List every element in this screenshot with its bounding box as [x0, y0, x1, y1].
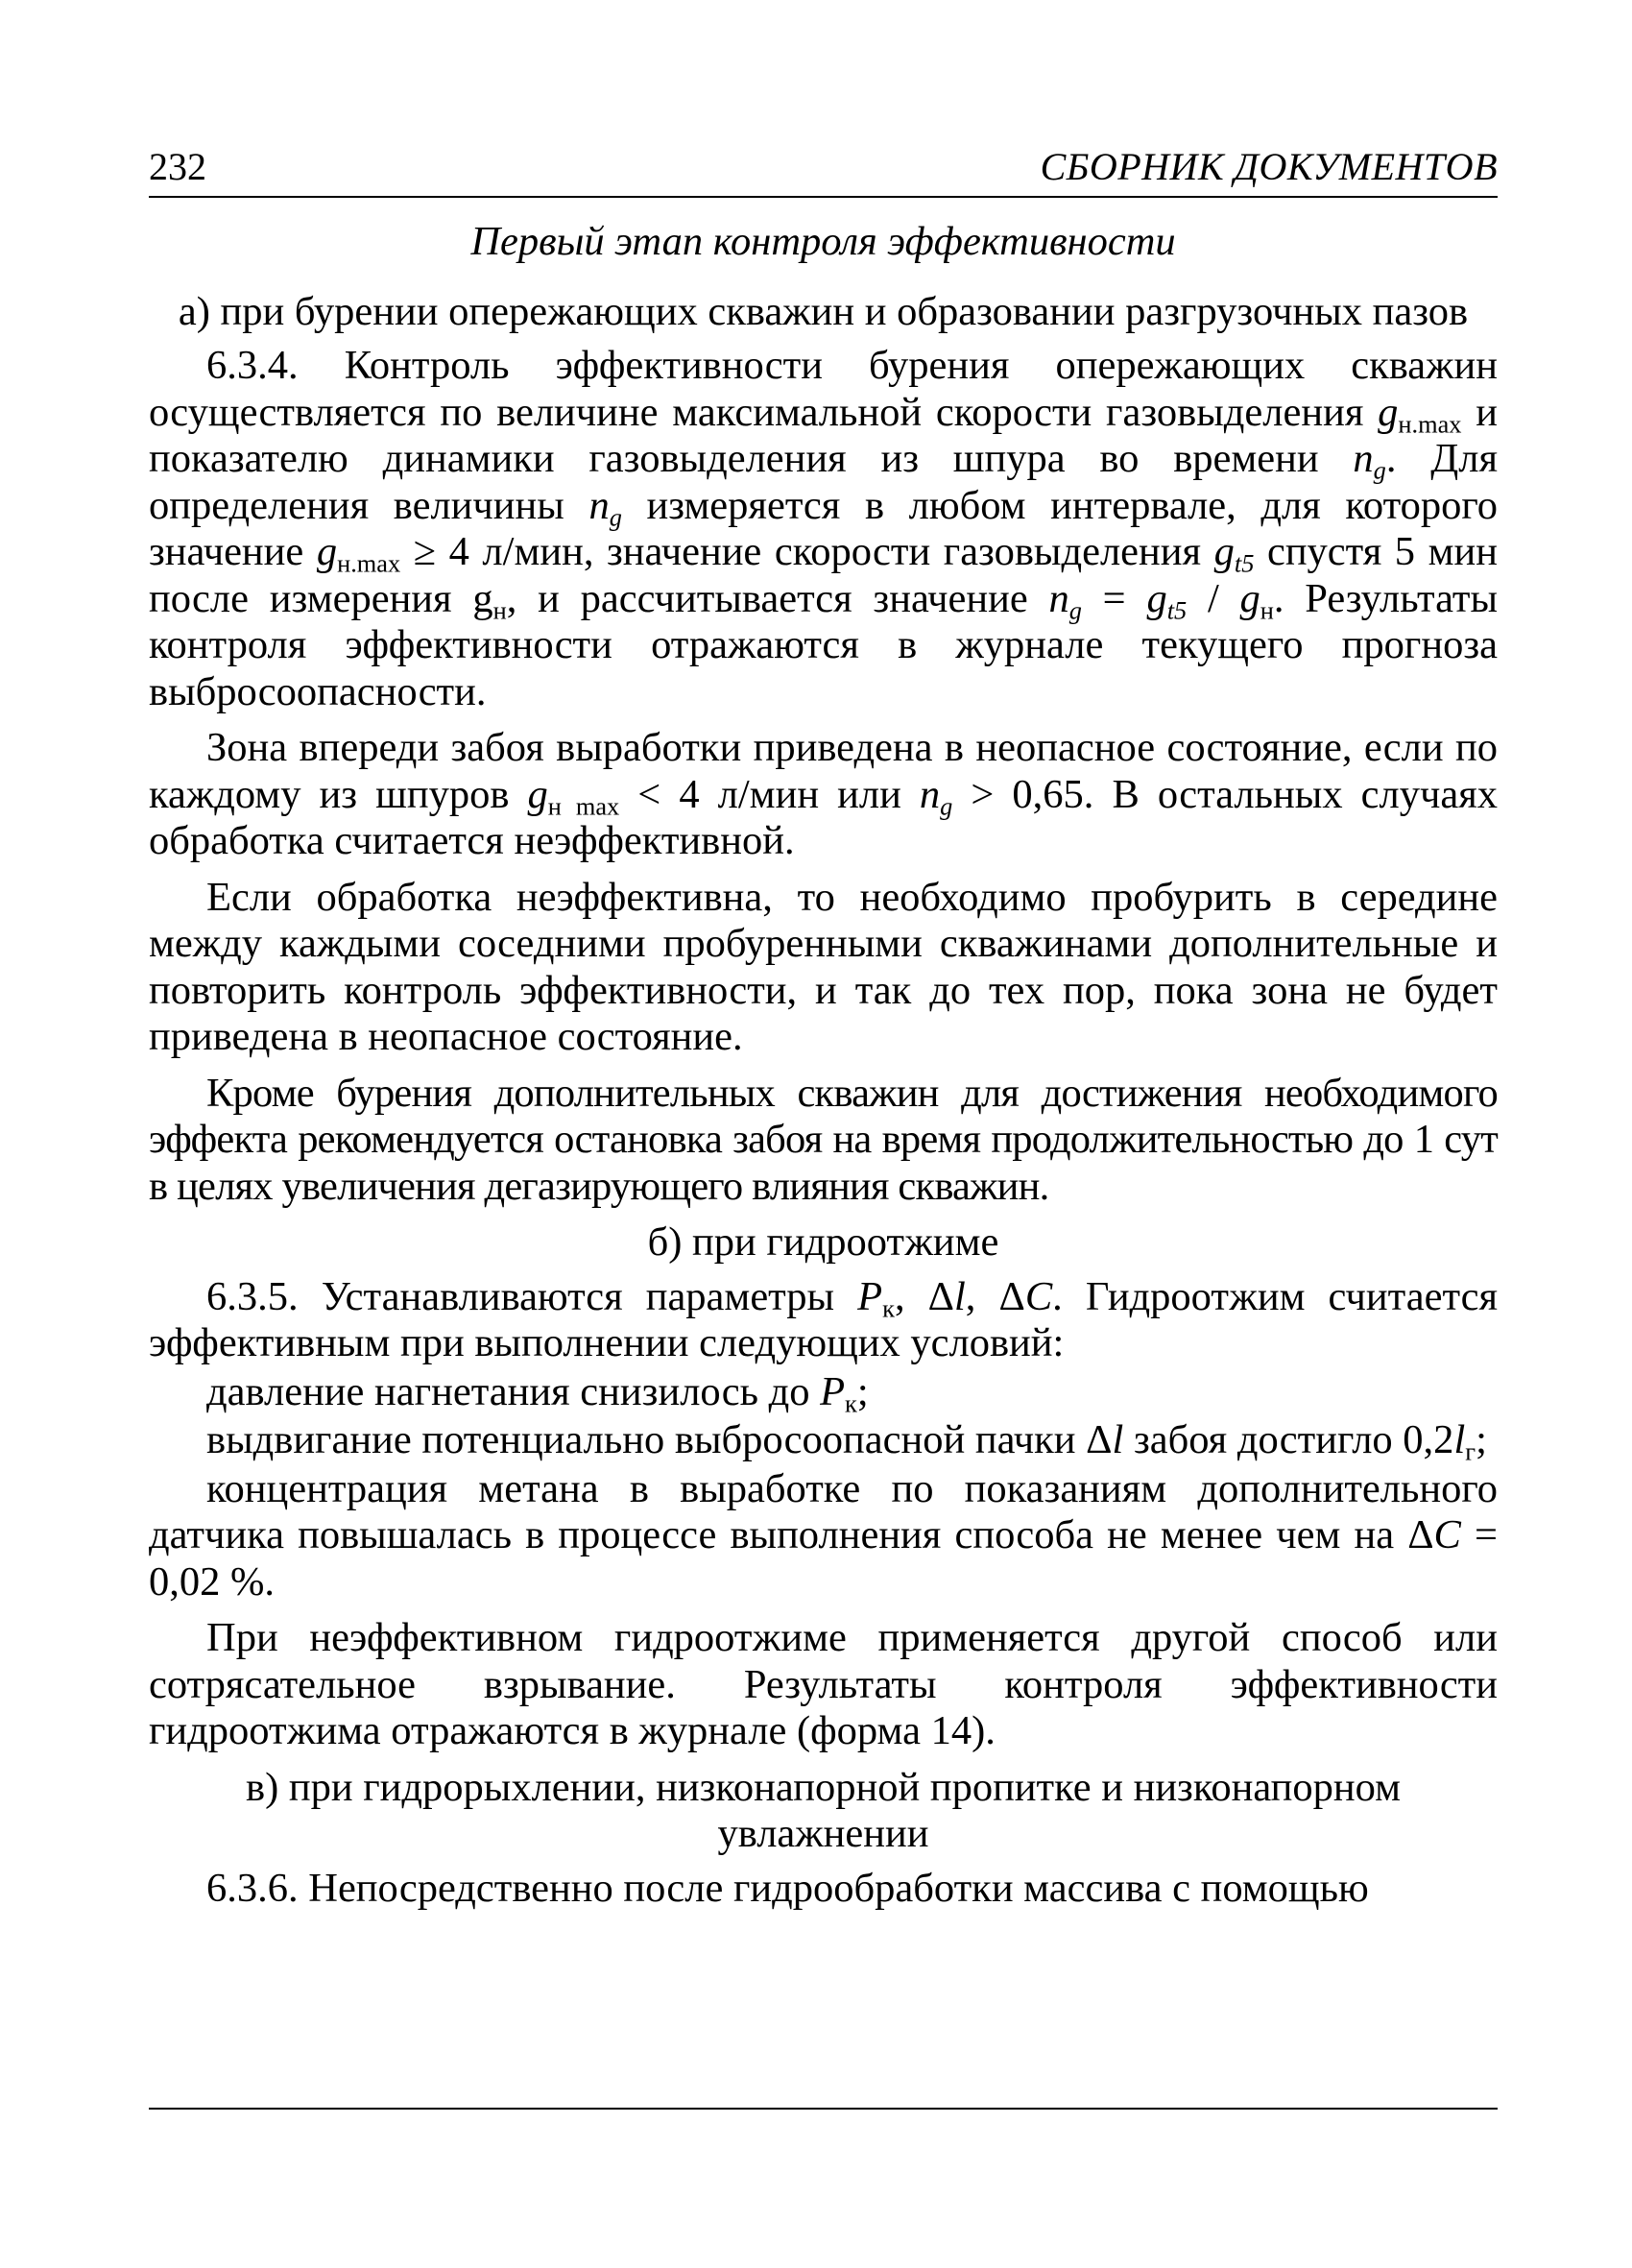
paragraph-zone: Зона впереди забоя выработки приведена в неопасное состояние, если по каждому из шпуров $g_{н max} < 4$ л/мин или $n_g > 0,65$. В остальных случаях обработка считается неэффективной.: [149, 725, 1498, 863]
paragraph-6-3-4: 6.3.4. Контроль эффективности бурения опережающих скважин осуществляется по величине максимальной скорости газовыделения $g_{н.max}$ и показателю динамики газовыделения из шпура во времени $n_g$. Для определения величины $n_g$ измеряется в любом интервале, для которого значение $g_{н.max} \ge 4$ л/мин, значение скорости газовыделения $g_{t5}$ спустя 5 мин после измерения $g_н$, и рассчитывается значение $n_g = g_{t5} / g_н$. Результаты контроля эффективности отражаются в журнале текущего прогноза выбросоопасности.: [149, 343, 1498, 714]
subsection-c-heading: в) при гидрорыхлении, низконапорной пропитке и низконапорном увлажнении: [246, 1764, 1401, 1856]
page-header: [149, 144, 1498, 198]
page: [149, 144, 1498, 1921]
condition-pressure: давление нагнетания снизилось до $P_к$;: [206, 1368, 869, 1417]
paragraph-hydro-ineffective: При неэффективном гидроотжиме применяется другой способ или сотрясательное взрывание. Результаты контроля эффективности гидроотжима отражаются в журнале (форма 14).: [149, 1615, 1498, 1753]
condition-methane: концентрация метана в выработке по показаниям дополнительного датчика повышалась в процессе выполнения способа не менее чем на ΔC = 0,02 %.: [149, 1465, 1499, 1604]
paragraph-6-3-6: 6.3.6. Непосредственно после гидрообработки массива с помощью: [206, 1865, 1369, 1911]
subsection-a-heading: а) при бурении опережающих скважин и образовании разгрузочных пазов: [178, 288, 1469, 334]
section-title: Первый этап контроля эффективности: [470, 219, 1176, 264]
body-text: [149, 219, 1498, 1912]
paragraph-ineffective: Если обработка неэффективна, то необходимо пробурить в середине между каждыми соседними пробуренными скважинами дополнительные и повторить контроль эффективности, и так до тех пор, пока зона не будет приведена в неопасное состояние.: [149, 874, 1498, 1059]
page-number: 232: [149, 145, 206, 188]
footer-rule: [149, 2108, 1498, 2110]
paragraph-6-3-5: 6.3.5. Устанавливаются параметры $P_к$, Δl, ΔC. Гидроотжим считается эффективным при выполнении следующих условий:: [149, 1273, 1498, 1365]
paragraph-additional-drilling: Кроме бурения дополнительных скважин для достижения необходимого эффекта рекомендуется остановка забоя на время продолжительностью до 1 сут в целях увеличения дегазирующего влияния скважин.: [149, 1070, 1498, 1209]
condition-displacement: выдвигание потенциально выбросоопасной пачки Δl забоя достигло $0,2l_г$;: [206, 1417, 1487, 1466]
subsection-b-heading: б) при гидроотжиме: [647, 1219, 999, 1265]
running-title: СБОРНИК ДОКУМЕНТОВ: [1040, 145, 1498, 188]
